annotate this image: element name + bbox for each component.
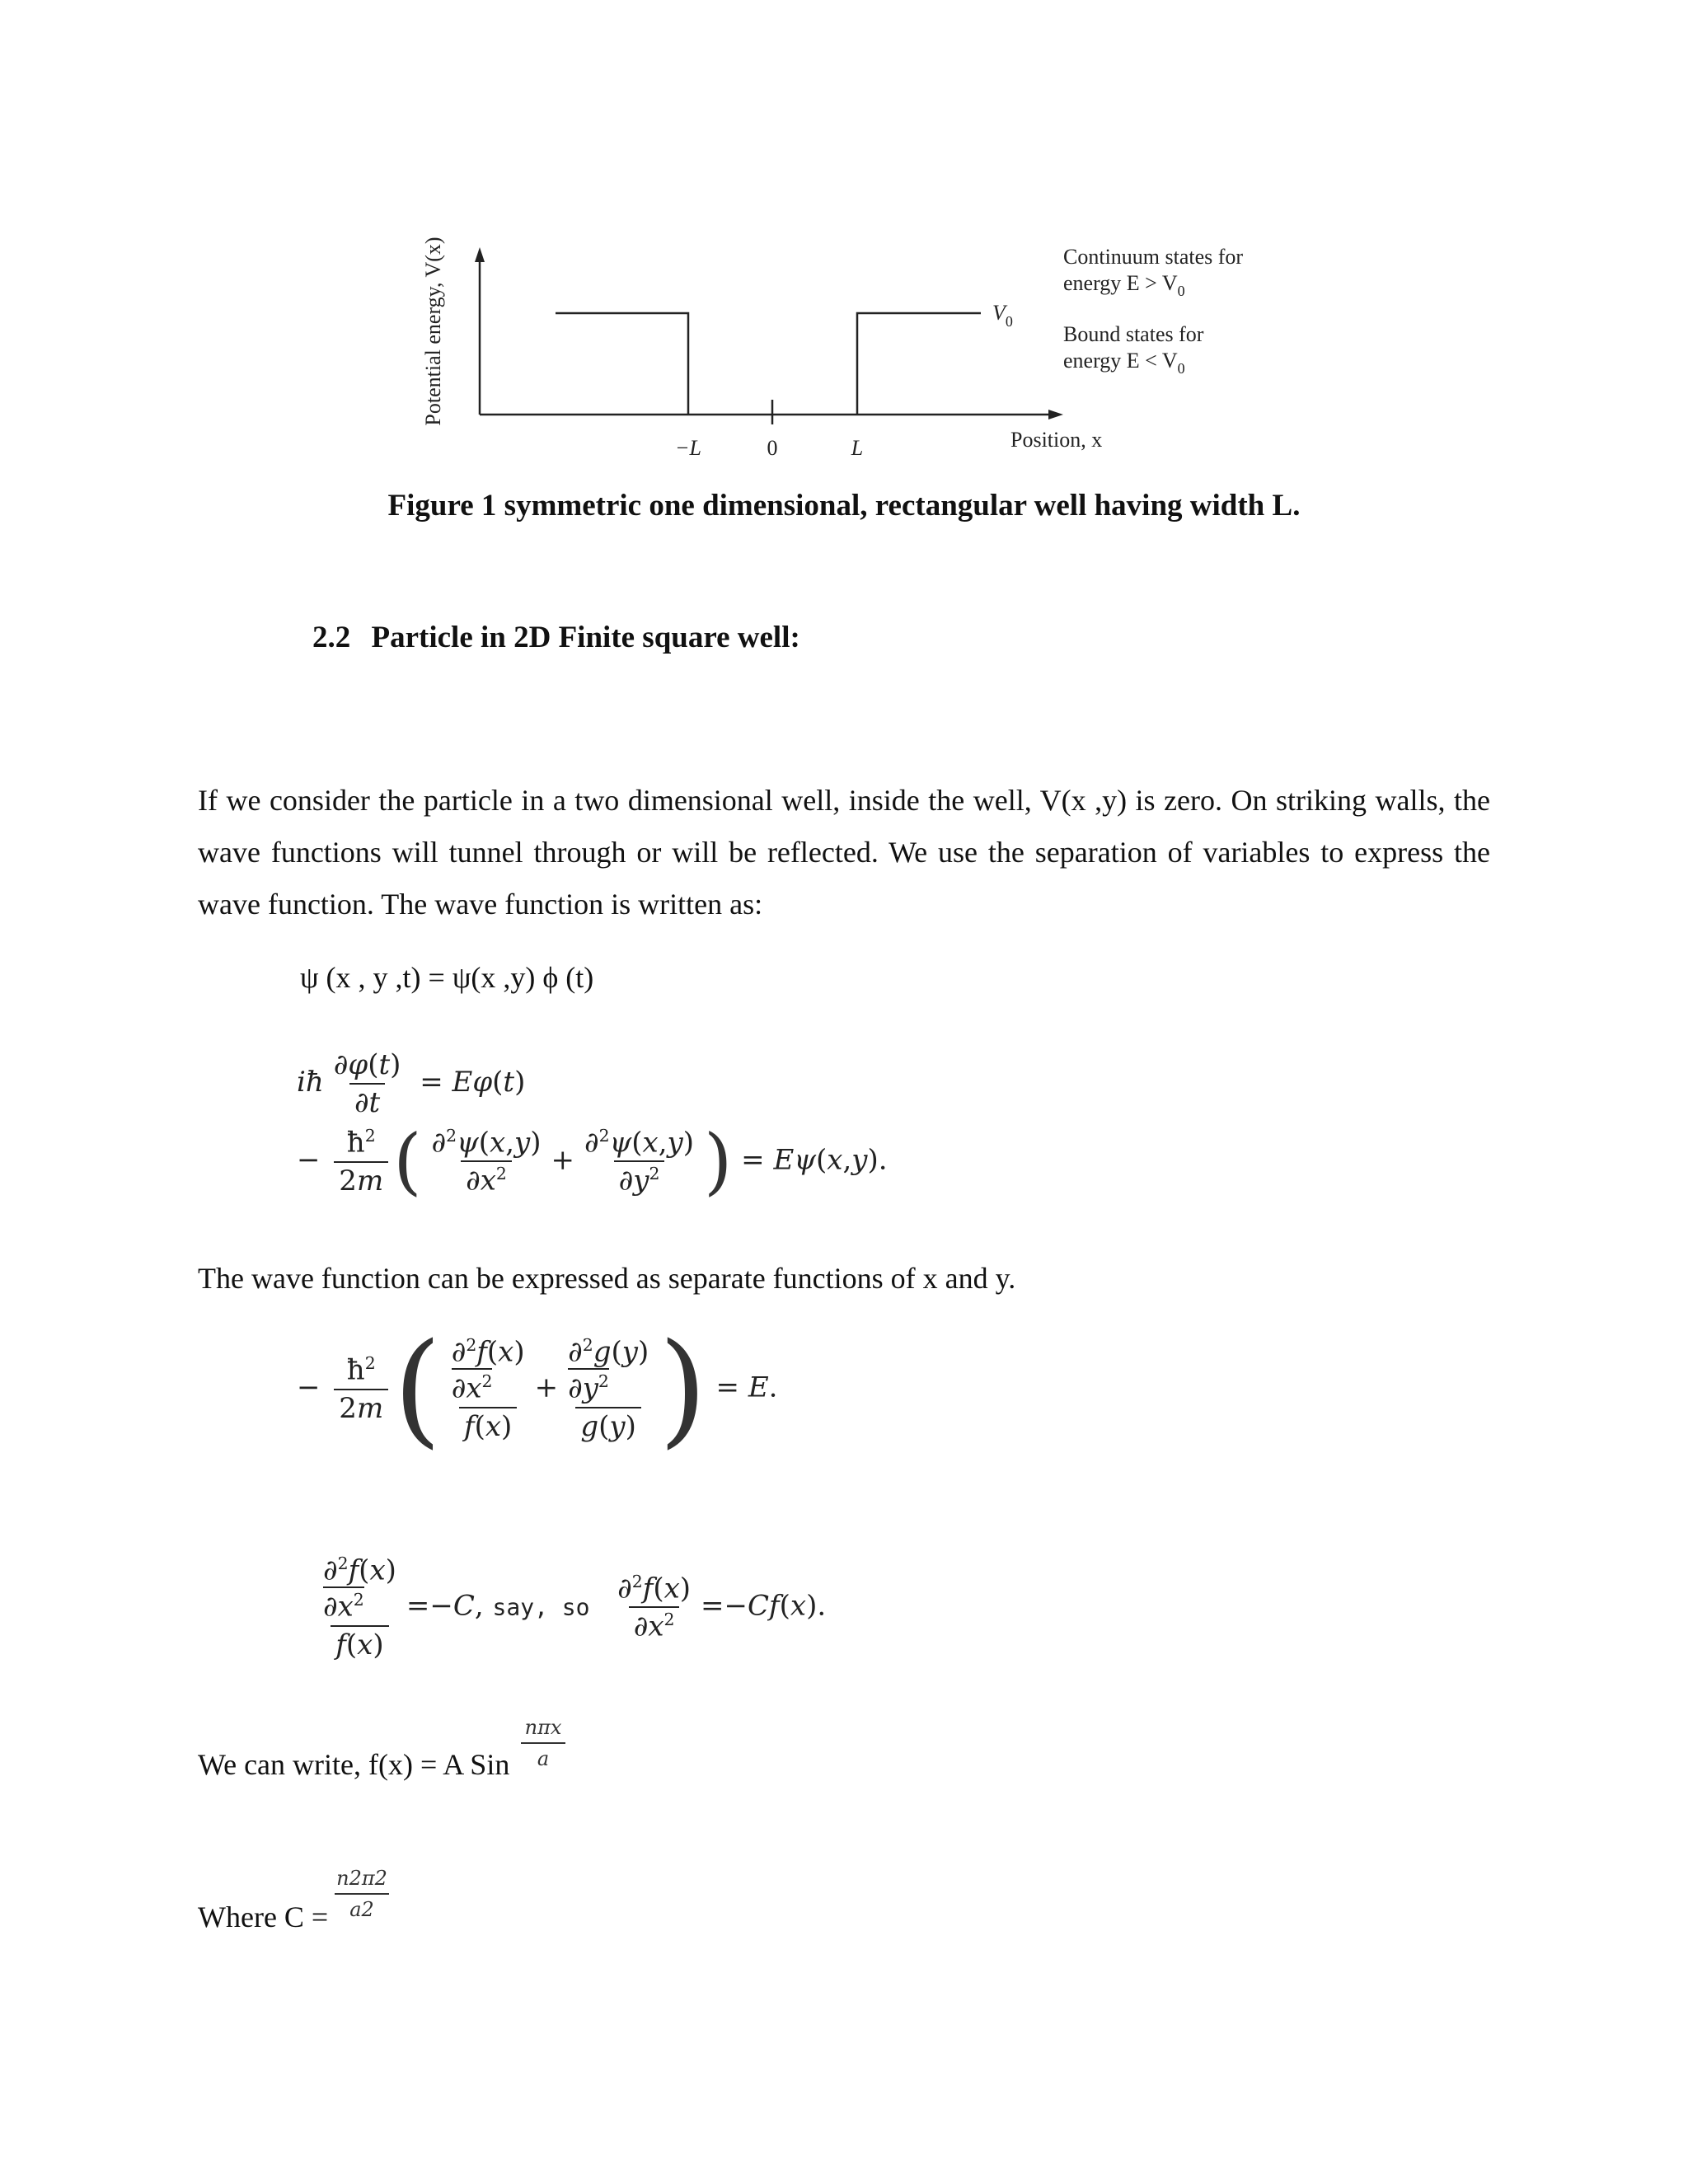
text-f-of-x: We can write, f(x) = A Sin (198, 1748, 510, 1781)
potential-well-figure (0, 0, 1688, 494)
legend-bound-line2: energy $E < V_0$ (1063, 349, 1185, 377)
section-title: Particle in 2D Finite square well: (371, 621, 800, 654)
legend-bound-line1: Bound states for (1063, 322, 1204, 346)
v0-label: $V_0$ (992, 301, 1013, 330)
potential-well-diagram (0, 0, 1688, 494)
x-axis-arrow-icon (1048, 410, 1063, 419)
fraction-sin-denominator: a (537, 1747, 550, 1770)
fraction-c-value (335, 1867, 389, 1921)
equation-separated: − $\frac{ħ^2}{2m}$ ( ∂$^2$f(x) $\partial x^2$ f(x) + ∂$^2$g(y) $\partial y^2$ g(y) ) = E. (297, 1317, 778, 1461)
legend-continuum-line2: energy $E > V_0$ (1063, 271, 1185, 299)
equation-wavefunction: ψ (x , y ,t) = ψ(x ,y) ϕ (t) (300, 961, 594, 994)
fraction-c-denominator: a2 (349, 1898, 374, 1921)
section-heading (312, 620, 800, 655)
left-wall (556, 313, 688, 415)
y-axis-label: Potential energy, V(x) (421, 237, 445, 426)
equation-constant: ∂$^2$f(x) $\partial x^2$ f(x) =−C, say, so $\frac{\partial^2f(x)}{\partial x^2}$ =−Cf(x). (323, 1554, 827, 1661)
y-axis-arrow-icon (475, 247, 485, 262)
fraction-c-numerator: n2π2 (336, 1867, 387, 1890)
fraction-sin-bar (521, 1742, 565, 1744)
equation-spatial: − $\frac{ħ^2}{2m}$ ( $\frac{\partial^2\psi(x,y)}{\partial x^2}$ + $\frac{\partial^2\psi(x,y)}{\partial y^2}$ ) = Eψ(x,y). (297, 1118, 888, 1204)
section-number: 2.2 (312, 621, 351, 654)
fraction-sin-numerator: nπx (524, 1716, 562, 1739)
figure-caption: Figure 1 symmetric one dimensional, rectangular well having width L. (387, 489, 1301, 523)
paragraph-intro: If we consider the particle in a two dimensional well, inside the well, V(x ,y) is zero. On striking walls, the wave functions will tunnel through or will be reflected. We use the separation of variables to express the wave function. The wave function is written as: (198, 784, 1490, 921)
tick-label-zero: 0 (767, 436, 778, 460)
say-so-text: say, so (492, 1593, 590, 1621)
paragraph-separation: The wave function can be expressed as separate functions of x and y. (198, 1262, 1016, 1295)
fraction-c-bar (335, 1893, 389, 1895)
x-axis-label: Position, x (1010, 428, 1103, 452)
tick-label-minus-l: −L (674, 436, 702, 460)
legend-continuum-line1: Continuum states for (1063, 245, 1244, 269)
right-wall (857, 313, 981, 415)
equation-time: iħ $\frac{\partial\varphi(t)}{\partial t}$ = Eφ(t) (297, 1048, 526, 1119)
text-where-c: Where C = (198, 1900, 329, 1933)
fraction-sin-argument (521, 1716, 565, 1770)
tick-label-l: L (851, 436, 864, 460)
